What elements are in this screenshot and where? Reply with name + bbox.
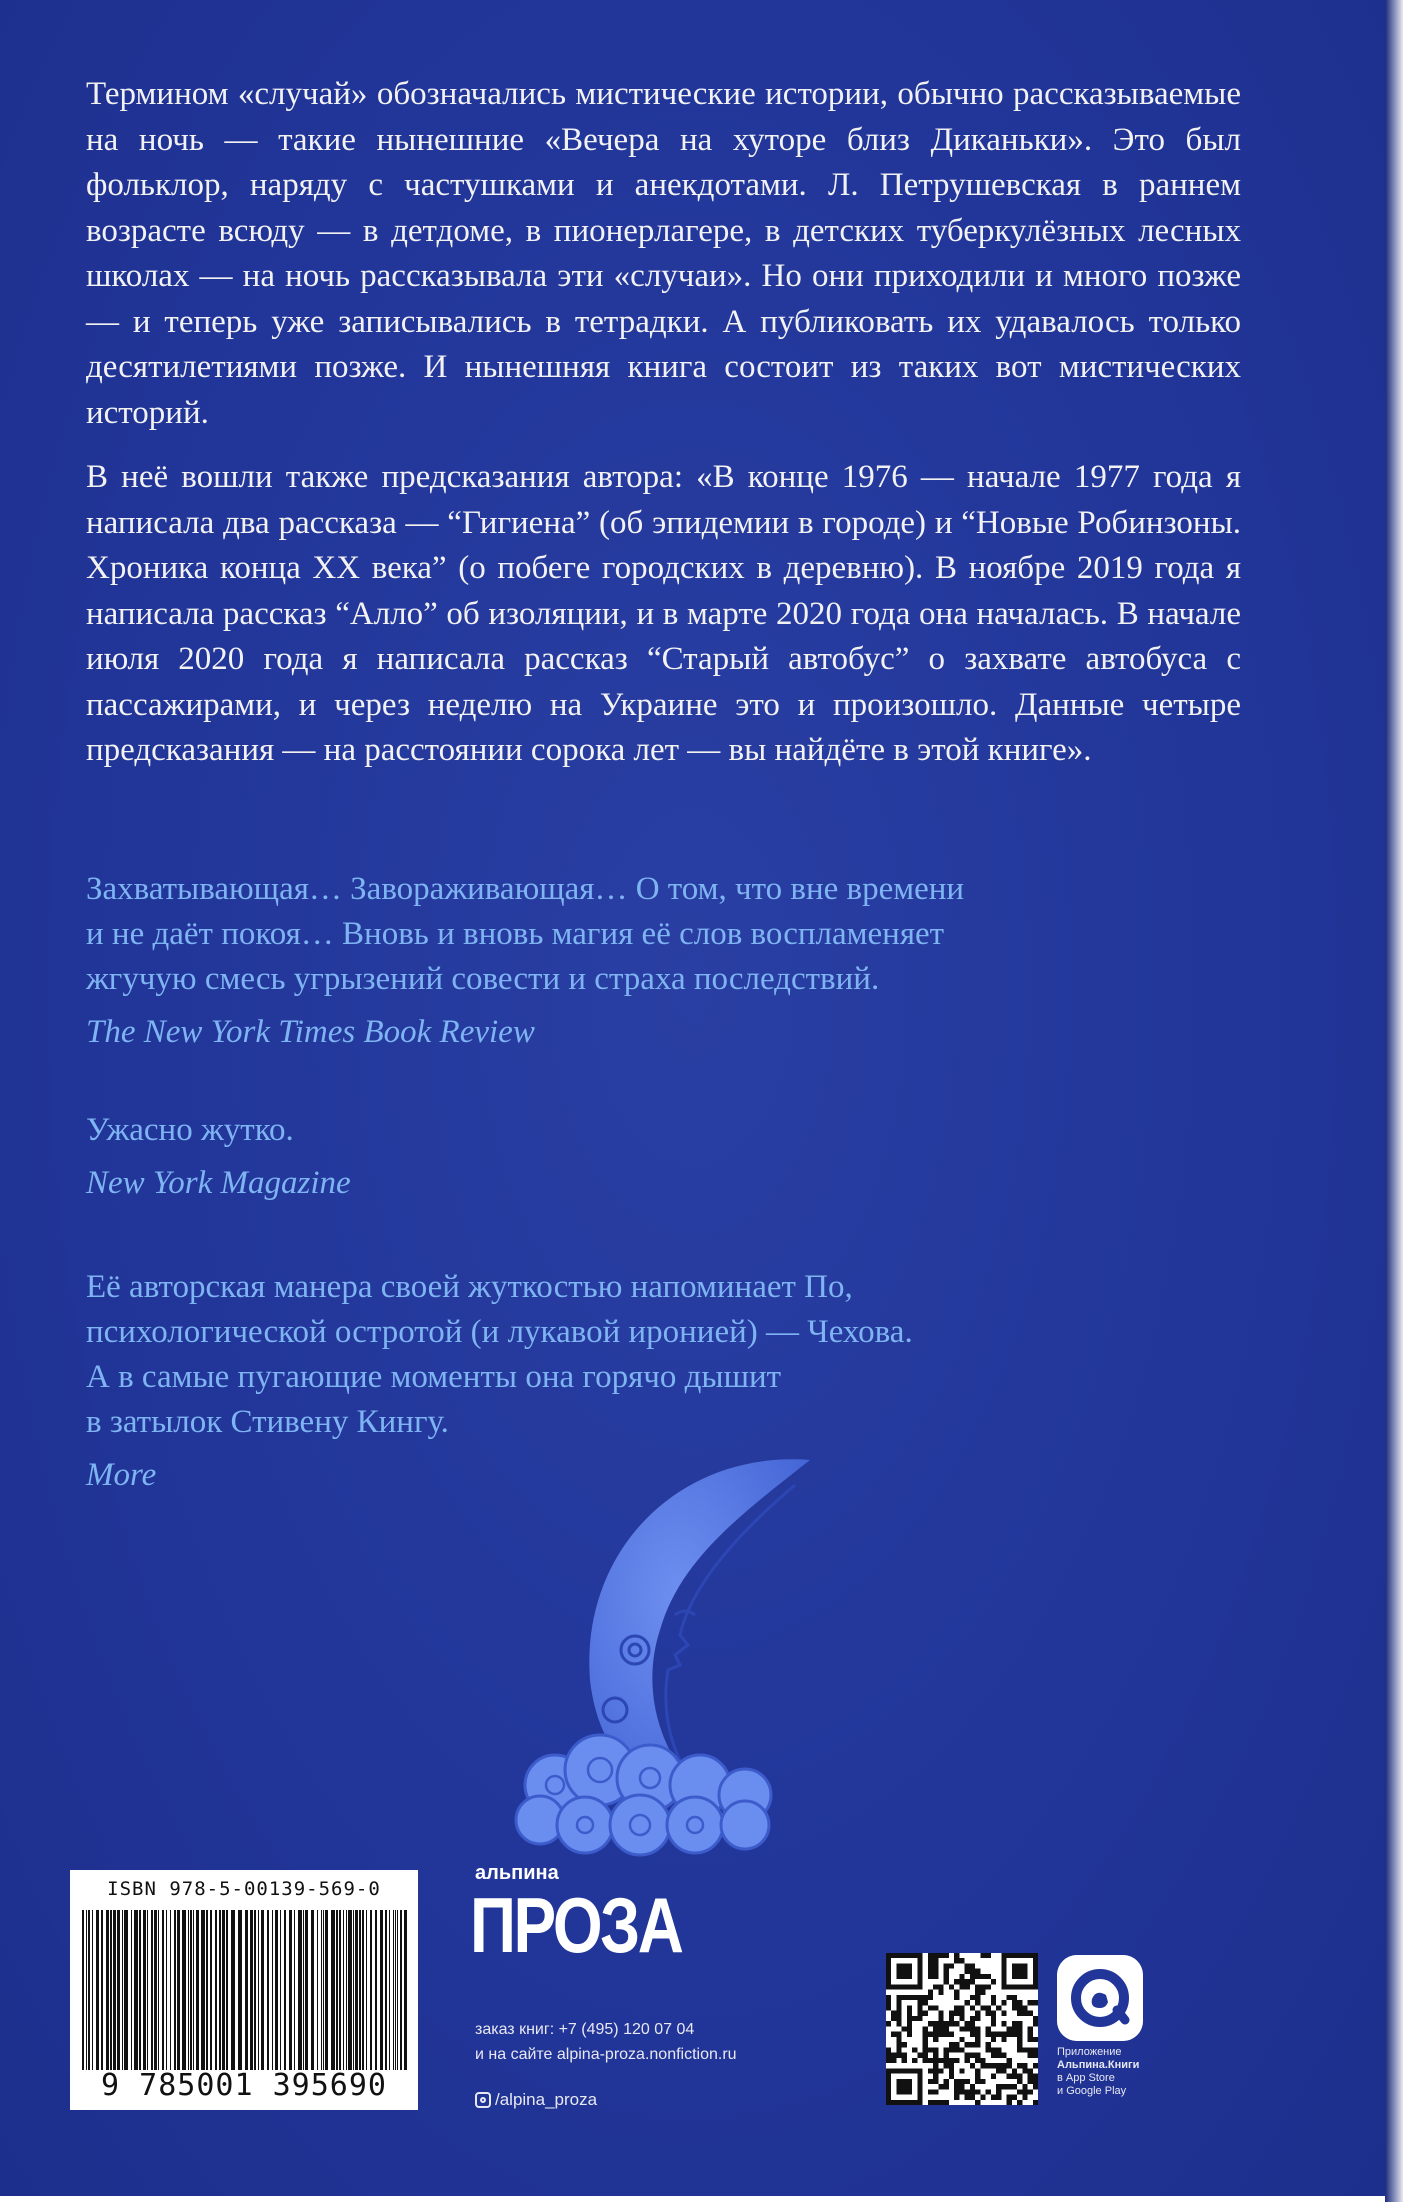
review-2-source: New York Magazine — [86, 1165, 351, 1201]
qr-code — [886, 1953, 1038, 2105]
annotation-paragraph-2 — [86, 455, 1241, 774]
review-2 — [86, 1108, 1236, 1206]
ean-digits: 9 785001 395690 — [101, 2068, 387, 2103]
review-1-source: The New York Times Book Review — [86, 1014, 535, 1050]
order-phone: заказ книг: +7 (495) 120 07 04 — [475, 2021, 695, 2038]
barcode-bars — [80, 1910, 410, 2070]
app-promo-line-1: Приложение — [1057, 2046, 1122, 2058]
social-handle — [475, 2090, 597, 2110]
moon-illustration — [510, 1440, 850, 1860]
app-promo-line-3: в App Store — [1057, 2072, 1115, 2084]
review-1 — [86, 867, 1236, 1055]
publisher-logo: ПРОЗА — [470, 1881, 682, 1969]
order-website: и на сайте alpina-proza.nonfiction.ru — [475, 2046, 737, 2063]
review-2-text: Ужасно жутко. — [86, 1112, 294, 1148]
alpina-books-app-icon — [1057, 1955, 1143, 2041]
app-promo-line-4: и Google Play — [1057, 2085, 1127, 2097]
annotation-text-1: Термином «случай» обозначались мистические истории, обычно рассказываемые на ночь — такие нынешние «Вечера на хуторе близ Диканьки». Это был фольклор, наряду с частушками и анекдотами. Л. Петрушевская в раннем возрасте всюду — в детдоме, в пионерлагере, в детских туберкулёзных лесных школах — на ночь рассказывала эти «случаи». Но они приходили и много позже — и теперь уже записывались в тетрадки. А публиковать их удавалось только десятилетиями позже. И нынешняя книга состоит из таких вот мистических историй. — [86, 76, 1241, 431]
review-3-text: Её авторская манера своей жуткостью напоминает По, психологической остротой (и лукавой иронией) — Чехова. А в самые пугающие моменты она горячо дышит в затылок Стивену Кингу. — [86, 1269, 913, 1440]
publisher-name-small: альпина — [475, 1862, 559, 1884]
annotation-text-2: В неё вошли также предсказания автора: «В конце 1976 — начале 1977 года я написала два рассказа — “Гигиена” (об эпидемии в городе) и “Новые Робинзоны. Хроника конца XX века” (о побеге городских в деревню). В ноябре 2019 года я написала рассказ “Алло” об изоляции, и в марте 2020 года она началась. В начале июля 2020 года я написала рассказ “Старый автобус” о захвате автобуса с пассажирами, и через неделю на Украине это и произошло. Данные четыре предсказания — на расстоянии сорока лет — вы найдёте в этой книге». — [86, 459, 1241, 768]
app-promo-line-2: Альпина.Книги — [1057, 2059, 1140, 2071]
isbn-text: ISBN 978-5-00139-569-0 — [107, 1878, 381, 1900]
review-3-source: More — [86, 1457, 157, 1493]
instagram-icon — [475, 2092, 491, 2108]
page-edge — [1385, 0, 1403, 2202]
isbn-barcode — [70, 1870, 418, 2110]
social-handle-text: /alpina_proza — [495, 2090, 598, 2109]
annotation-paragraph-1 — [86, 72, 1241, 436]
review-1-text: Захватывающая… Завораживающая… О том, что вне времени и не даёт покоя… Вновь и вновь магия её слов воспламеняет жгучую смесь угрызений совести и страха последствий. — [86, 871, 965, 997]
